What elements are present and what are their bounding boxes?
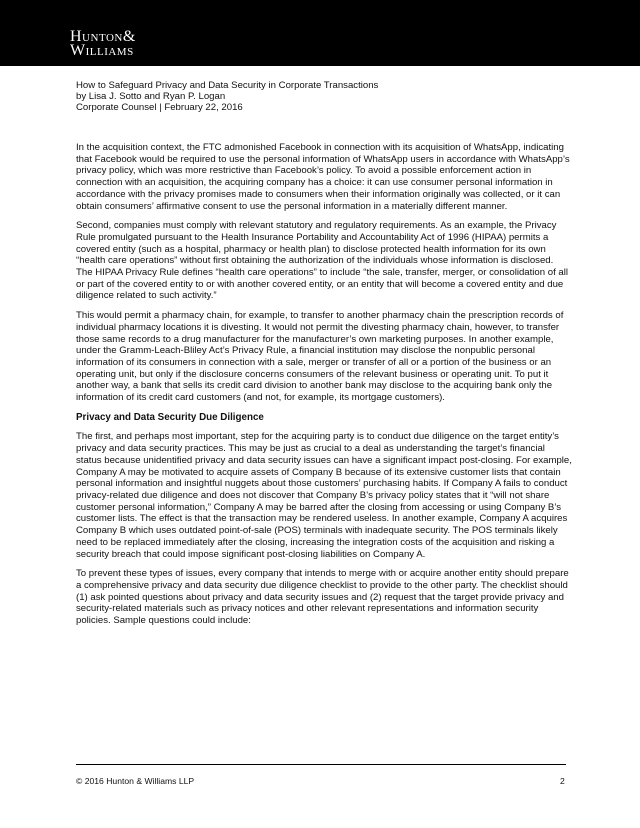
article-authors: by Lisa J. Sotto and Ryan P. Logan <box>76 91 226 102</box>
header-bar <box>0 0 640 66</box>
paragraph-2: Second, companies must comply with relevant statutory and regulatory requirements. As an example, the Privacy Rule promulgated pursuant to the Health Insurance Portability and Accountability Act of 1996 (HIPAA) permits a covered entity (such as a hospital, pharmacy or health plan) to disclose protected health information for its own “health care operations” without first obtaining the authorization of the individuals whose information is disclosed. The HIPAA Privacy Rule defines “health care operations” to include “the sale, transfer, merger, or consolidation of all or part of the covered entity to or with another covered entity, or an entity that will become a covered entity and due diligence related to such activity.” <box>76 220 569 302</box>
footer-copyright: © 2016 Hunton & Williams LLP <box>76 776 195 786</box>
section-heading: Privacy and Data Security Due Diligence <box>76 411 264 423</box>
article-body <box>76 142 572 635</box>
footer-divider <box>76 764 566 765</box>
logo-line-2: Williams <box>70 42 134 59</box>
paragraph-4: The first, and perhaps most important, step for the acquiring party is to conduct due diligence on the target entity’s privacy and data security practices. This may be just as crucial to a deal as understanding the target’s financial status because unidentified privacy and data security issues can have a significant impact post-closing. For example, Company A may be motivated to acquire assets of Company B because of its extensive customer lists that contain personal information and insightful nuggets about those customers’ purchasing habits. If Company A fails to conduct privacy-related due diligence and does not discover that Company B’s privacy policy states that it “will not share customer personal information,” Company A may be barred after the closing from accessing or using Company B’s customer lists. The effect is that the transaction may be rendered useless. In another example, Company A acquires Company B which uses outdated point-of-sale (POS) terminals with inadequate security. The POS terminals likely need to be replaced immediately after the closing, increasing the integration costs of the acquisition and risking a security breach that could impose significant post-closing liabilities on Company A. <box>76 431 572 560</box>
article-source: Corporate Counsel | February 22, 2016 <box>76 102 243 113</box>
paragraph-1: In the acquisition context, the FTC admonished Facebook in connection with its acquisition of WhatsApp, indicating that Facebook would be required to use the personal information of WhatsApp users in accordance with WhatsApp’s privacy policy, which was more restrictive than Facebook’s policy. To avoid a possible enforcement action in connection with an acquisition, the acquiring company has a choice: it can use consumer personal information in accordance with the privacy promises made to consumers when their information originally was collected, or it can obtain consumers’ affirmative consent to use the personal information in a materially different manner. <box>76 142 570 212</box>
paragraph-3: This would permit a pharmacy chain, for example, to transfer to another pharmacy chain the prescription records of individual pharmacy locations it is divesting. It would not permit the divesting pharmacy chain, however, to transfer those same records to a drug manufacturer for the manufacturer’s own marketing purposes. In another example, under the Gramm-Leach-Bliley Act’s Privacy Rule, a financial institution may disclose the nonpublic personal information of its consumers in connection with a sale, merger or transfer of all or a portion of the business or an operating unit, but only if the disclosure concerns consumers of the relevant business or operating unit. To put it another way, a bank that sells its credit card division to another bank may disclose to the acquiring bank only the information of its credit card customers (and not, for example, its mortgage customers). <box>76 310 564 404</box>
article-title: How to Safeguard Privacy and Data Security in Corporate Transactions <box>76 80 379 91</box>
page-number: 2 <box>560 776 565 786</box>
logo-line-1: Hunton& <box>70 28 136 45</box>
paragraph-5: To prevent these types of issues, every company that intends to merge with or acquire another entity should prepare a comprehensive privacy and data security due diligence checklist to provide to the other party. The checklist should (1) ask pointed questions about privacy and data security issues and (2) request that the target provide privacy and security-related materials such as privacy notices and other relevant representations and information security policies. Sample questions could include: <box>76 568 569 627</box>
article-meta <box>76 80 576 113</box>
firm-logo <box>70 30 136 58</box>
